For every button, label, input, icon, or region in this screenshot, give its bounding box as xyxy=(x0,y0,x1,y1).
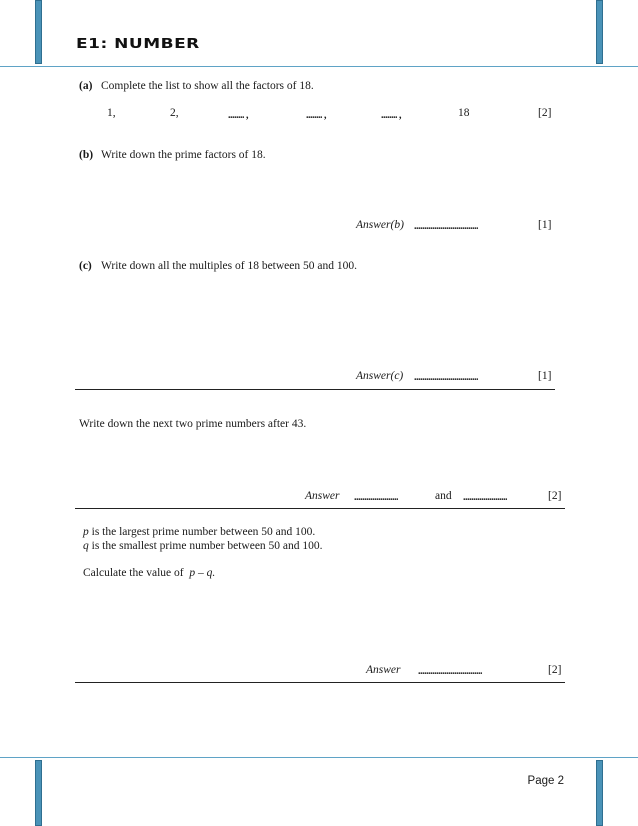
q1-divider xyxy=(75,389,555,390)
q3-marks: [2] xyxy=(548,664,562,676)
factor-blank-2[interactable]: ........ , xyxy=(306,110,326,121)
q2-answer-blank-2[interactable]: ...................... xyxy=(463,492,507,503)
q3-divider xyxy=(75,682,565,683)
q3-calc xyxy=(83,567,215,579)
q3-answer-blank[interactable]: ................................ xyxy=(418,666,482,677)
q1b-prompt: Write down the prime factors of 18. xyxy=(101,149,266,161)
q1b-marks: [1] xyxy=(538,219,552,231)
q1a-marks: [2] xyxy=(538,107,552,119)
var-p: p xyxy=(83,526,89,538)
q1c-prompt: Write down all the multiples of 18 between 50 and 100. xyxy=(101,260,357,272)
footer-rule xyxy=(0,757,638,758)
factor-1: 1, xyxy=(107,107,116,119)
factor-2: 2, xyxy=(170,107,179,119)
q2-divider xyxy=(75,508,565,509)
q1b-label: (b) xyxy=(79,149,94,161)
q1b-answer-label: Answer(b) xyxy=(356,219,404,231)
q2-answer-label: Answer xyxy=(305,490,340,502)
header-right-bar xyxy=(596,0,603,64)
q1c-answer-label: Answer(c) xyxy=(356,370,404,382)
q3-calc-expr: p – q. xyxy=(189,567,216,579)
page-number: Page 2 xyxy=(527,775,564,787)
q3-line-2 xyxy=(83,540,323,552)
q3-calc-text: Calculate the value of xyxy=(83,567,184,579)
q1c-marks: [1] xyxy=(538,370,552,382)
footer-left-bar xyxy=(35,760,42,826)
var-q: q xyxy=(83,540,89,552)
q1c-label: (c) xyxy=(79,260,92,272)
header-left-bar xyxy=(35,0,42,64)
q2-answer-blank-1[interactable]: ...................... xyxy=(354,492,398,503)
q2-marks: [2] xyxy=(548,490,562,502)
footer-right-bar xyxy=(596,760,603,826)
q1a-prompt: Complete the list to show all the factors of 18. xyxy=(101,80,314,92)
q3-line-2-text: is the smallest prime number between 50 and 100. xyxy=(88,540,323,552)
q3-line-1 xyxy=(83,526,315,538)
factor-18: 18 xyxy=(458,107,470,119)
factor-blank-3[interactable]: ........ , xyxy=(381,110,401,121)
q1c-answer-blank[interactable]: ................................ xyxy=(414,372,478,383)
q2-and: and xyxy=(435,490,452,502)
page-title: E1: NUMBER xyxy=(76,36,200,52)
q3-answer-label: Answer xyxy=(366,664,401,676)
factor-blank-1[interactable]: ........ , xyxy=(228,110,248,121)
q1a-label: (a) xyxy=(79,80,93,92)
q2-prompt: Write down the next two prime numbers after 43. xyxy=(79,418,307,430)
q3-line-1-text: is the largest prime number between 50 and 100. xyxy=(88,526,316,538)
q1b-answer-blank[interactable]: ................................ xyxy=(414,221,478,232)
header-rule xyxy=(0,66,638,67)
